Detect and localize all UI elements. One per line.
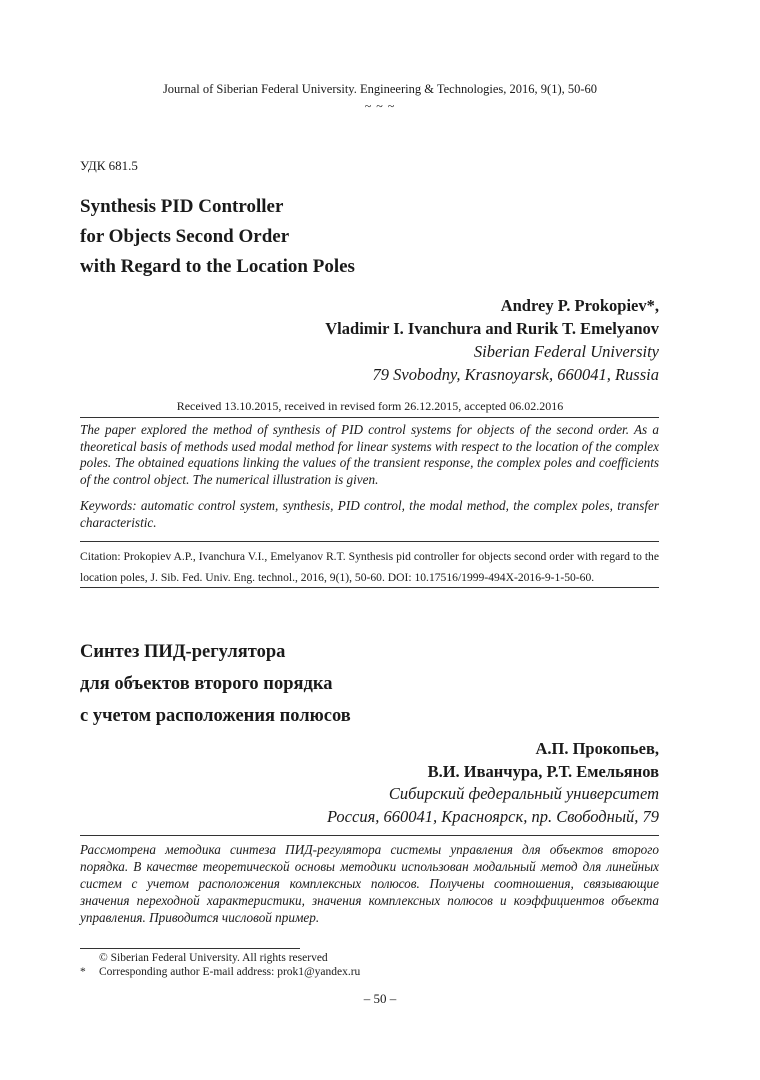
divider-top-abstract [80, 417, 659, 418]
russian-authors-block [327, 738, 659, 828]
english-author-line-1: Andrey P. Prokopiev*, [500, 296, 659, 315]
russian-title-line-3: с учетом расположения полюсов [80, 706, 351, 726]
english-authors-block [325, 294, 659, 386]
english-title [80, 192, 640, 282]
footnote-divider [80, 948, 300, 949]
russian-title-line-2: для объектов второго порядка [80, 674, 333, 694]
russian-author-line-1: А.П. Прокопьев, [535, 739, 659, 758]
english-author-line-2: Vladimir I. Ivanchura and Rurik T. Emelyanov [325, 319, 659, 338]
journal-header: Journal of Siberian Federal University. Engineering & Technologies, 2016, 9(1), 50-60 [162, 82, 598, 96]
russian-affiliation: Сибирский федеральный университет [388, 784, 659, 803]
citation: Citation: Prokopiev A.P., Ivanchura V.I., Emelyanov R.T. Synthesis pid controller for objects second order with regard to the location poles, J. Sib. Fed. Univ. Eng. technol., 2016, 9(1), 50-60. DOI: 10.17516/1999-494X-2016-9-1-50-60. [80, 550, 659, 584]
english-title-line-3: with Regard to the Location Poles [80, 256, 355, 277]
english-keywords: Keywords: automatic control system, synthesis, PID control, the modal method, the complex poles, transfer characteristic. [80, 498, 659, 530]
footnote-corresponding-author: Corresponding author E-mail address: prok1@yandex.ru [99, 966, 361, 978]
page-number: – 50 – [363, 991, 397, 1006]
russian-title [80, 636, 351, 732]
english-title-line-1: Synthesis PID Controller [80, 196, 284, 217]
russian-title-line-1: Синтез ПИД-регулятора [80, 642, 286, 662]
footnote-star-marker: * [80, 966, 86, 978]
received-dates: Received 13.10.2015, received in revised form 26.12.2015, accepted 06.02.2016 [176, 399, 564, 413]
english-title-line-2: for Objects Second Order [80, 226, 290, 247]
header-ornament: ~ ~ ~ [364, 99, 396, 113]
divider-above-citation [80, 541, 659, 542]
russian-address: Россия, 660041, Красноярск, пр. Свободный, 79 [326, 806, 659, 826]
english-affiliation: Siberian Federal University [473, 342, 659, 361]
udk-code: УДК 681.5 [80, 158, 138, 173]
russian-abstract: Рассмотрена методика синтеза ПИД-регулятора системы управления для объектов второго порядка. В качестве теоретической основы методики использован модальный метод для линейных систем с учетом расположения комплексных полюсов. Получены соотношения, связывающие значения переходной характеристики, значения комплексных полюсов и коэффициентов объекта управления. Приводится числовой пример. [80, 842, 659, 925]
english-address: 79 Svobodny, Krasnoyarsk, 660041, Russia [372, 365, 659, 384]
russian-author-line-2: В.И. Иванчура, Р.Т. Емельянов [427, 761, 659, 781]
footnote-copyright: © Siberian Federal University. All rights reserved [99, 952, 328, 964]
divider-russian-abstract [80, 835, 659, 836]
english-abstract: The paper explored the method of synthesis of PID control systems for objects of the second order. As a theoretical basis of methods used modal method for linear systems with respect to the location of the complex poles. The obtained equations linking the values of the transient response, the complex poles and coefficients of the control object. The numerical illustration is given. [80, 422, 659, 487]
divider-below-citation [80, 587, 659, 588]
